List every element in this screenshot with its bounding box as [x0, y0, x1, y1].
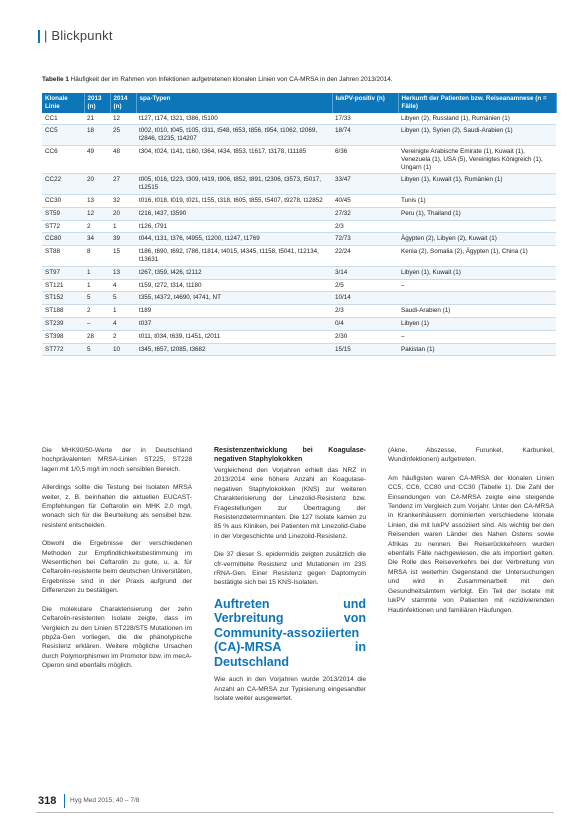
- text-column-2: [214, 446, 366, 713]
- table-cell: Libyen (1): [398, 317, 556, 330]
- table-row: [42, 207, 556, 220]
- table-cell: Peru (1), Thailand (1): [398, 207, 556, 220]
- table-cell: ST97: [42, 266, 84, 279]
- table-cell: CC6: [42, 145, 84, 173]
- paragraph: Die molekulare Charakterisierung der zehn Ceftarolin-resistenten Isolate zeigte, dass im Vergleich zu den Linien ST228/ST5 Mutationen im pbp2a-Gen vorliegen, die die phänotypische Resistenz erklären. Weitere mögliche Ursachen durch Polymorphismen im Promotor bzw. im mecA-Operon sind ebenfalls möglich.: [42, 605, 192, 670]
- table-cell: ST239: [42, 317, 84, 330]
- section-title: | Blickpunkt: [44, 28, 113, 43]
- table-caption-label: Tabelle 1: [42, 76, 69, 83]
- table-cell: 20: [110, 207, 136, 220]
- table-cell: 10: [110, 343, 136, 356]
- table-cell: ST188: [42, 305, 84, 318]
- table-cell: 5: [84, 292, 110, 305]
- table-row: [42, 330, 556, 343]
- table-row: [42, 317, 556, 330]
- table-cell: t267, t359, t426, t2112: [136, 266, 332, 279]
- table-cell: t127, t174, t321, t386, t5100: [136, 113, 332, 125]
- table-cell: 12: [84, 207, 110, 220]
- table-cell: 13: [84, 194, 110, 207]
- table-caption-text: Häufigkeit der im Rahmen von Infektionen aufgetretenen klonalen Linien von CA-MRSA in den Jahren 2013/2014.: [68, 76, 393, 83]
- table-cell: CC22: [42, 174, 84, 195]
- table-cell: 6/36: [332, 145, 398, 173]
- table-cell: t011, t034, t639, t1451, t2011: [136, 330, 332, 343]
- table-cell: t005, t016, t223, t309, t419, t906, t852, t891, t2306, t3573, t5017, t12515: [136, 174, 332, 195]
- paragraph: Die MHK90/50-Werte der in Deutschland hochprävalenten MRSA-Linien ST225, ST228 lagen mit 1/0,5 mg/l im noch sensiblen Bereich.: [42, 447, 192, 473]
- text-column-3: [388, 446, 554, 624]
- table-cell: Tunis (1): [398, 194, 556, 207]
- journal-reference: Hyg Med 2015; 40 – 7/8: [70, 797, 140, 804]
- table-cell: 1: [110, 305, 136, 318]
- table-cell: 2: [110, 330, 136, 343]
- table-cell: 2/5: [332, 279, 398, 292]
- column-header: Herkunft der Patienten bzw. Reiseanamnese (n = Fälle): [398, 93, 556, 113]
- table-row: [42, 305, 556, 318]
- table-cell: 10/14: [332, 292, 398, 305]
- column-header: Klonale Linie: [42, 93, 84, 113]
- table-row: [42, 174, 556, 195]
- page-number: 318: [38, 795, 57, 807]
- column-header: 2014 (n): [110, 93, 136, 113]
- paragraph: Wie auch in den Vorjahren wurde 2013/2014 die Anzahl an CA-MRSA zur Typisierung eingesandter Isolate weiter ausgewertet.: [214, 676, 366, 703]
- table-cell: ST152: [42, 292, 84, 305]
- table-cell: [398, 220, 556, 233]
- text-column-1: [42, 446, 192, 680]
- section-accent-bar: [38, 30, 40, 43]
- table-row: [42, 125, 556, 146]
- table-cell: t216, t437, t3590: [136, 207, 332, 220]
- table-cell: 48: [110, 145, 136, 173]
- table-cell: ST121: [42, 279, 84, 292]
- table-cell: 21: [84, 113, 110, 125]
- table-cell: CC1: [42, 113, 84, 125]
- table-cell: 28: [84, 330, 110, 343]
- table-cell: 1: [110, 220, 136, 233]
- table-cell: [398, 292, 556, 305]
- table-cell: 2/3: [332, 305, 398, 318]
- table-cell: 72/73: [332, 233, 398, 246]
- table-caption: [42, 76, 552, 84]
- subheading-kns: Resistenzentwicklung bei Koagulase-negativen Staphylokokken: [214, 447, 366, 463]
- table-cell: 49: [84, 145, 110, 173]
- table-row: [42, 343, 556, 356]
- table-cell: 5: [84, 343, 110, 356]
- table-cell: 15/15: [332, 343, 398, 356]
- table-cell: 18/74: [332, 125, 398, 146]
- table-cell: 8: [84, 246, 110, 267]
- table-cell: 3/14: [332, 266, 398, 279]
- table-row: [42, 292, 556, 305]
- table-cell: 17/33: [332, 113, 398, 125]
- table-row: [42, 246, 556, 267]
- table-cell: t355, t4372, t4690, t4741, NT: [136, 292, 332, 305]
- paragraph: Obwohl die Ergebnisse der verschiedenen Methoden zur Empfindlichkeitsbestimmung im Wesentlichen bei Ceftarolin zu gute, u. a. für Ceftarolin-resistente beim deutschen Universitäten, Ergebnisse sind in der Praxis aufgrund der Differenzen zu bestätigen.: [42, 540, 192, 595]
- table-cell: 20: [84, 174, 110, 195]
- table-cell: Ägypten (2), Libyen (2), Kuwait (1): [398, 233, 556, 246]
- table-cell: 2: [84, 305, 110, 318]
- table-cell: Libyen (1), Kuwait (1), Rumänien (1): [398, 174, 556, 195]
- table-cell: t037: [136, 317, 332, 330]
- column-header: lukPV-positiv (n): [332, 93, 398, 113]
- table-cell: ST72: [42, 220, 84, 233]
- table-cell: 22/24: [332, 246, 398, 267]
- paragraph: Allerdings sollte die Testung bei Isolaten MRSA weiter, z. B. beinhalten die aktuellen EUCAST-Empfehlungen für Ceftarolin ein MHK 2,0 mg/l, wonach sich für die Beurteilung als sensibel bzw. resistent entscheiden.: [42, 484, 192, 529]
- table-cell: t186, t690, t692, t786, t1814, t4015, t4345, t1158, t5041, t12134, t13631: [136, 246, 332, 267]
- table-row: [42, 233, 556, 246]
- section-heading-ca-mrsa: Auftreten und Verbreitung von Community-assoziierten (CA)-MRSA in Deutschland: [214, 596, 366, 669]
- paragraph: Am häufigsten waren CA-MRSA der klonalen Linien CC5, CC6, CC80 und CC30 (Tabelle 1). Die Zahl der Einsendungen von CA-MRSA zeigte eine steigende Tendenz im Vergleich zum Vorjahr. Unter den CA-MRSA in Krankenhäusern dominierten verschiedene klonale Linien, die mit lukPV assoziiert sind. Als wichtig bei den Reisenden waren Länder des Nahen Ostens sowie Afrikas zu nennen. Bei Reiserückkehrern wurden ebenfalls Fälle nachgewiesen, die als importiert gelten. Die Rolle des Reiseverkehrs bei der Verbreitung von MRSA ist weiterhin Gegenstand der Untersuchungen und wird in Zusammenarbeit mit den Gesundheitsämtern verfolgt. Ein Teil der Isolate mit lukPV stammte von Patienten mit rezidivierenden Hautinfektionen und familiären Häufungen.: [388, 474, 554, 614]
- table-cell: t016, t018, t019, t021, t155, t318, t605, t855, t5407, t9278, t12852: [136, 194, 332, 207]
- table-cell: 34: [84, 233, 110, 246]
- table-cell: t044, t131, t376, t4955, t1200, t1247, t1769: [136, 233, 332, 246]
- footer-separator: [64, 794, 65, 808]
- table-cell: 2: [84, 220, 110, 233]
- table-cell: t159, t272, t314, t1180: [136, 279, 332, 292]
- table-cell: 1: [84, 266, 110, 279]
- table-cell: CC30: [42, 194, 84, 207]
- table-cell: 5: [110, 292, 136, 305]
- table-cell: CC5: [42, 125, 84, 146]
- table-cell: t189: [136, 305, 332, 318]
- paragraph: Vergleichend den Vorjahren erhielt das NRZ in 2013/2014 eine höhere Anzahl an Koagulase-negativen Staphylokokken (KNS) zur weiteren Charakterisierung der Linezolid-Resistenz bzw. Fragestellungen zur Übertragung der Resistenzdeterminanten. Die 127 Isolate kamen zu 85 % aus Kliniken, bei Patienten mit Linezolid-Gabe in der Vorgeschichte und Linezolid-Resistenz.: [214, 467, 366, 540]
- table-cell: –: [84, 317, 110, 330]
- table-cell: Pakistan (1): [398, 343, 556, 356]
- table-cell: 39: [110, 233, 136, 246]
- table-cell: 18: [84, 125, 110, 146]
- table-cell: ST398: [42, 330, 84, 343]
- table-row: [42, 279, 556, 292]
- table-cell: Saudi-Arabien (1): [398, 305, 556, 318]
- table-cell: 13: [110, 266, 136, 279]
- table-row: [42, 145, 556, 173]
- footer-rule: [36, 812, 554, 813]
- table-cell: 15: [110, 246, 136, 267]
- table-cell: 12: [110, 113, 136, 125]
- table-cell: 2/30: [332, 330, 398, 343]
- table-cell: 27: [110, 174, 136, 195]
- table-cell: t126, t791: [136, 220, 332, 233]
- table-cell: 25: [110, 125, 136, 146]
- table-row: [42, 113, 556, 125]
- table-cell: ST772: [42, 343, 84, 356]
- table-cell: t304, t024, t141, t160, t364, t434, t853, t1617, t3178, t11185: [136, 145, 332, 173]
- table-cell: 0/4: [332, 317, 398, 330]
- table-cell: ST88: [42, 246, 84, 267]
- paragraph: Die 37 dieser S. epidermidis zeigten zusätzlich die cfr-vermittelte Resistenz und Mutationen im 23S rRNA-Gen. Einer Resistenz gegen Daptomycin bestätigte sich bei 15 KNS-Isolaten.: [214, 551, 366, 587]
- table-cell: 32: [110, 194, 136, 207]
- table-cell: Vereinigte Arabische Emirate (1), Kuwait (1), Venezuela (1), USA (5), Vereinigtes Königreich (1), Ungarn (1): [398, 145, 556, 173]
- table-row: [42, 194, 556, 207]
- table-cell: CC80: [42, 233, 84, 246]
- table-row: [42, 220, 556, 233]
- table-cell: –: [398, 330, 556, 343]
- table-cell: 33/47: [332, 174, 398, 195]
- column-header: spa-Typen: [136, 93, 332, 113]
- table-cell: 27/32: [332, 207, 398, 220]
- table-cell: t002, t010, t045, t105, t311, t548, t653, t856, t954, t1062, t2069, t2846, t3235, t14207: [136, 125, 332, 146]
- table-cell: 4: [110, 317, 136, 330]
- table-header-row: [42, 93, 556, 113]
- table-cell: 40/45: [332, 194, 398, 207]
- column-header: 2013 (n): [84, 93, 110, 113]
- table-cell: 2/3: [332, 220, 398, 233]
- table-cell: 1: [84, 279, 110, 292]
- table-cell: –: [398, 279, 556, 292]
- ca-mrsa-table: [42, 93, 557, 356]
- paragraph: (Akne, Abszesse, Furunkel, Karbunkel, Wundinfektionen) aufgetreten.: [388, 447, 554, 464]
- table-cell: ST59: [42, 207, 84, 220]
- table-cell: Libyen (2), Russland (1), Rumänien (1): [398, 113, 556, 125]
- table-row: [42, 266, 556, 279]
- table-cell: 4: [110, 279, 136, 292]
- table-cell: Libyen (1), Syrien (2), Saudi-Arabien (1): [398, 125, 556, 146]
- table-cell: Libyen (1), Kuwait (1): [398, 266, 556, 279]
- table-cell: Kenia (2), Somalia (2), Ägypten (1), China (1): [398, 246, 556, 267]
- table-cell: t345, t657, t2085, t3682: [136, 343, 332, 356]
